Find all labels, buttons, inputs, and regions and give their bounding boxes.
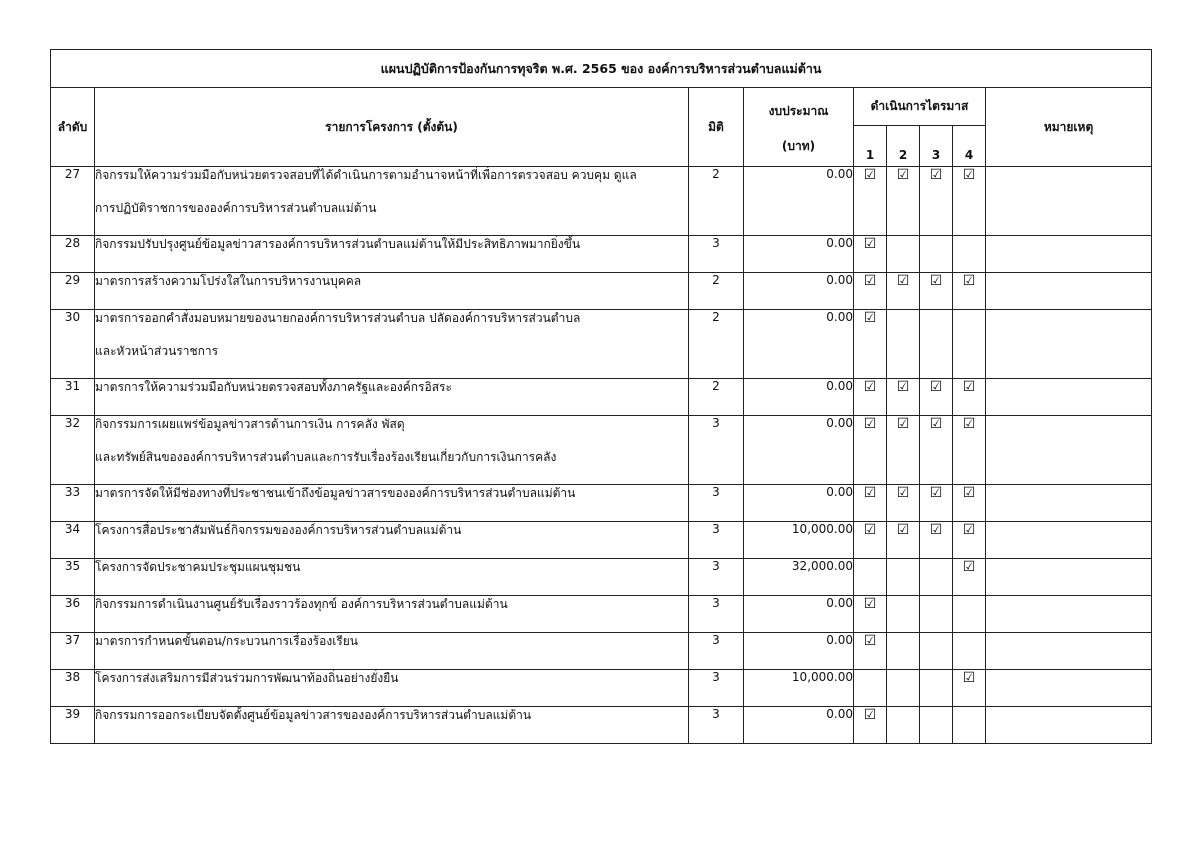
project-name-line: มาตรการให้ความร่วมมือกับหน่วยตรวจสอบทั้งภาครัฐและองค์กรอิสระ [95,380,452,394]
project-name [95,559,689,596]
remarks-cell [986,485,1152,522]
dimension-value: 3 [689,522,744,559]
project-name-line: โครงการส่งเสริมการมีส่วนร่วมการพัฒนาท้องถิ่นอย่างยั่งยืน [95,671,399,685]
project-name-line: กิจกรรมปรับปรุงศูนย์ข้อมูลข่าวสารองค์การบริหารส่วนตำบลแม่ต้านให้มีประสิทธิภาพมากยิ่งขึ้น [95,237,581,251]
quarter-3-cell [920,633,953,670]
dimension-value: 3 [689,707,744,744]
quarter-2-cell [887,416,920,485]
quarter-3-cell [920,559,953,596]
project-name-line: มาตรการจัดให้มีช่องทางที่ประชาชนเข้าถึงข้อมูลข่าวสารขององค์การบริหารส่วนตำบลแม่ต้าน [95,486,576,500]
quarter-3-cell [920,485,953,522]
dimension-value: 3 [689,559,744,596]
header-budget [744,88,854,167]
row-number: 27 [51,167,95,236]
checkbox-checked-icon: ☑ [962,485,976,501]
project-name-line: กิจกรรมการเผยแพร่ข้อมูลข่าวสารด้านการเงิน การคลัง พัสดุ [95,417,405,431]
project-name [95,485,689,522]
budget-value: 0.00 [744,416,854,485]
header-q4: 4 [953,126,986,167]
row-number: 37 [51,633,95,670]
checkbox-checked-icon: ☑ [896,485,910,501]
project-name [95,167,689,236]
quarter-1-cell [854,416,887,485]
row-number: 38 [51,670,95,707]
quarter-2-cell [887,485,920,522]
project-name-line: โครงการสื่อประชาสัมพันธ์กิจกรรมขององค์การบริหารส่วนตำบลแม่ต้าน [95,523,462,537]
table-row [51,236,1152,273]
remarks-cell [986,559,1152,596]
remarks-cell [986,633,1152,670]
quarter-4-cell [953,633,986,670]
row-number: 33 [51,485,95,522]
project-name [95,633,689,670]
quarter-2-cell [887,310,920,379]
project-name [95,236,689,273]
quarter-1-cell [854,559,887,596]
budget-value: 10,000.00 [744,522,854,559]
project-name-line: การปฏิบัติราชการขององค์การบริหารส่วนตำบลแม่ต้าน [95,201,377,215]
quarter-4-cell [953,167,986,236]
checkbox-checked-icon: ☑ [863,236,877,252]
project-name-line: กิจกรรมการออกระเบียบจัดตั้งศูนย์ข้อมูลข่าวสารขององค์การบริหารส่วนตำบลแม่ต้าน [95,708,532,722]
checkbox-checked-icon: ☑ [863,596,877,612]
table-row [51,485,1152,522]
checkbox-checked-icon: ☑ [896,273,910,289]
checkbox-checked-icon: ☑ [863,522,877,538]
quarter-4-cell [953,273,986,310]
quarter-2-cell [887,167,920,236]
project-name-line: กิจกรรมการดำเนินงานศูนย์รับเรื่องราวร้องทุกข์ องค์การบริหารส่วนตำบลแม่ต้าน [95,597,508,611]
checkbox-checked-icon: ☑ [863,707,877,723]
row-number: 28 [51,236,95,273]
table-row [51,273,1152,310]
row-number: 32 [51,416,95,485]
remarks-cell [986,416,1152,485]
quarter-2-cell [887,670,920,707]
quarter-2-cell [887,379,920,416]
budget-value: 0.00 [744,236,854,273]
quarter-3-cell [920,596,953,633]
quarter-3-cell [920,379,953,416]
dimension-value: 2 [689,310,744,379]
header-q3: 3 [920,126,953,167]
table-row [51,167,1152,236]
checkbox-checked-icon: ☑ [863,633,877,649]
row-number: 36 [51,596,95,633]
remarks-cell [986,236,1152,273]
table-row [51,633,1152,670]
checkbox-checked-icon: ☑ [962,559,976,575]
quarter-4-cell [953,559,986,596]
project-name [95,310,689,379]
dimension-value: 2 [689,379,744,416]
header-budget-label: งบประมาณ [768,104,829,118]
checkbox-checked-icon: ☑ [863,273,877,289]
project-name-line: กิจกรรมให้ความร่วมมือกับหน่วยตรวจสอบที่ได้ดำเนินการตามอำนาจหน้าที่เพื่อการตรวจสอบ ควบคุม ดูแล [95,168,637,182]
dimension-value: 3 [689,236,744,273]
budget-value: 0.00 [744,379,854,416]
project-name [95,416,689,485]
header-budget-unit: (บาท) [781,139,816,153]
quarter-4-cell [953,416,986,485]
checkbox-checked-icon: ☑ [962,167,976,183]
project-name-line: มาตรการออกคำสั่งมอบหมายของนายกองค์การบริหารส่วนตำบล ปลัดองค์การบริหารส่วนตำบล [95,311,581,325]
table-row [51,522,1152,559]
quarter-4-cell [953,236,986,273]
table-row [51,707,1152,744]
dimension-value: 2 [689,167,744,236]
checkbox-checked-icon: ☑ [962,273,976,289]
budget-value: 0.00 [744,633,854,670]
quarter-4-cell [953,310,986,379]
table-row [51,559,1152,596]
remarks-cell [986,167,1152,236]
quarter-3-cell [920,522,953,559]
checkbox-checked-icon: ☑ [929,167,943,183]
checkbox-checked-icon: ☑ [896,167,910,183]
remarks-cell [986,707,1152,744]
quarter-4-cell [953,522,986,559]
quarter-1-cell [854,670,887,707]
plan-table [50,49,1152,744]
header-order: ลำดับ [51,88,95,167]
remarks-cell [986,310,1152,379]
checkbox-checked-icon: ☑ [929,273,943,289]
project-name [95,522,689,559]
quarter-2-cell [887,559,920,596]
quarter-4-cell [953,485,986,522]
quarter-3-cell [920,707,953,744]
project-name [95,379,689,416]
project-name [95,670,689,707]
quarter-2-cell [887,707,920,744]
header-project: รายการโครงการ (ตั้งต้น) [95,88,689,167]
quarter-3-cell [920,273,953,310]
quarter-1-cell [854,310,887,379]
row-number: 34 [51,522,95,559]
quarter-1-cell [854,707,887,744]
checkbox-checked-icon: ☑ [896,379,910,395]
quarter-4-cell [953,707,986,744]
row-number: 30 [51,310,95,379]
quarter-2-cell [887,596,920,633]
checkbox-checked-icon: ☑ [896,416,910,432]
quarter-3-cell [920,670,953,707]
project-name-line: มาตรการสร้างความโปร่งใสในการบริหารงานบุคคล [95,274,362,288]
budget-value: 10,000.00 [744,670,854,707]
table-row [51,310,1152,379]
quarter-1-cell [854,633,887,670]
header-q1: 1 [854,126,887,167]
project-name-line: โครงการจัดประชาคมประชุมแผนชุมชน [95,560,301,574]
dimension-value: 3 [689,633,744,670]
checkbox-checked-icon: ☑ [929,485,943,501]
quarter-1-cell [854,379,887,416]
quarter-3-cell [920,416,953,485]
header-q2: 2 [887,126,920,167]
table-row [51,379,1152,416]
quarter-3-cell [920,167,953,236]
dimension-value: 3 [689,596,744,633]
quarter-3-cell [920,236,953,273]
checkbox-checked-icon: ☑ [929,522,943,538]
row-number: 35 [51,559,95,596]
checkbox-checked-icon: ☑ [863,310,877,326]
checkbox-checked-icon: ☑ [962,379,976,395]
project-name [95,707,689,744]
table-row [51,416,1152,485]
quarter-2-cell [887,522,920,559]
budget-value: 0.00 [744,596,854,633]
budget-value: 0.00 [744,485,854,522]
table-title: แผนปฏิบัติการป้องกันการทุจริต พ.ศ. 2565 ของ องค์การบริหารส่วนตำบลแม่ต้าน [51,50,1152,88]
budget-value: 32,000.00 [744,559,854,596]
row-number: 31 [51,379,95,416]
checkbox-checked-icon: ☑ [863,167,877,183]
checkbox-checked-icon: ☑ [962,416,976,432]
checkbox-checked-icon: ☑ [863,485,877,501]
remarks-cell [986,273,1152,310]
checkbox-checked-icon: ☑ [896,522,910,538]
dimension-value: 3 [689,416,744,485]
budget-value: 0.00 [744,167,854,236]
quarter-3-cell [920,310,953,379]
remarks-cell [986,522,1152,559]
quarter-4-cell [953,596,986,633]
checkbox-checked-icon: ☑ [962,670,976,686]
budget-value: 0.00 [744,707,854,744]
checkbox-checked-icon: ☑ [962,522,976,538]
table-row [51,596,1152,633]
header-dimension: มิติ [689,88,744,167]
project-name [95,596,689,633]
project-name-line: และทรัพย์สินขององค์การบริหารส่วนตำบลและการรับเรื่องร้องเรียนเกี่ยวกับการเงินการคลัง [95,450,557,464]
quarter-1-cell [854,167,887,236]
row-number: 29 [51,273,95,310]
quarter-4-cell [953,670,986,707]
remarks-cell [986,379,1152,416]
header-remarks: หมายเหตุ [986,88,1152,167]
quarter-1-cell [854,273,887,310]
project-name [95,273,689,310]
checkbox-checked-icon: ☑ [929,416,943,432]
quarter-2-cell [887,236,920,273]
dimension-value: 3 [689,670,744,707]
checkbox-checked-icon: ☑ [863,416,877,432]
quarter-1-cell [854,485,887,522]
dimension-value: 3 [689,485,744,522]
dimension-value: 2 [689,273,744,310]
checkbox-checked-icon: ☑ [863,379,877,395]
project-name-line: มาตรการกำหนดขั้นตอน/กระบวนการเรื่องร้องเรียน [95,634,358,648]
quarter-1-cell [854,522,887,559]
quarter-1-cell [854,596,887,633]
quarter-1-cell [854,236,887,273]
budget-value: 0.00 [744,273,854,310]
remarks-cell [986,670,1152,707]
quarter-4-cell [953,379,986,416]
table-body [51,167,1152,744]
checkbox-checked-icon: ☑ [929,379,943,395]
quarter-2-cell [887,273,920,310]
budget-value: 0.00 [744,310,854,379]
table-row [51,670,1152,707]
remarks-cell [986,596,1152,633]
row-number: 39 [51,707,95,744]
header-quarters: ดำเนินการไตรมาส [854,88,986,126]
quarter-2-cell [887,633,920,670]
project-name-line: และหัวหน้าส่วนราชการ [95,344,219,358]
